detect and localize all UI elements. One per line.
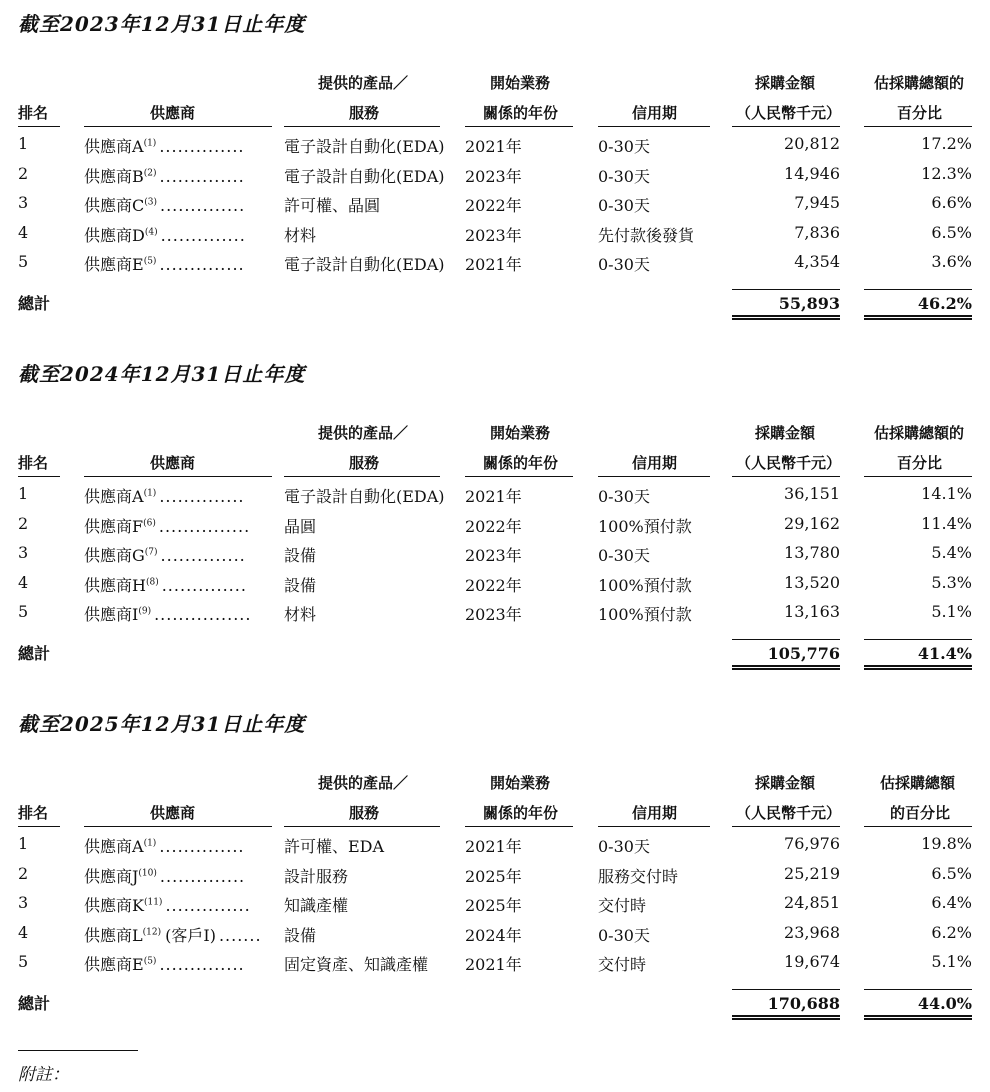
header-underline — [18, 126, 60, 127]
supplier-name: 供應商K — [84, 896, 144, 915]
header-product-line1: 提供的產品／ — [318, 774, 409, 792]
header-amount-line2: （人民幣千元） — [736, 454, 842, 472]
footnote-marker: (3) — [144, 197, 157, 208]
footnote-marker: (12) — [142, 927, 162, 938]
supplier-cell — [84, 134, 245, 157]
supplier-cell — [84, 164, 245, 187]
percent-cell: 6.6% — [931, 193, 972, 212]
purchase-table-section — [0, 708, 990, 1038]
year-cell: 2025年 — [465, 866, 522, 886]
amount-cell: 7,836 — [794, 222, 840, 242]
header-product-line2: 服務 — [349, 104, 380, 122]
credit-cell: 先付款後發貨 — [598, 225, 695, 245]
rank-cell: 3 — [18, 893, 29, 912]
percent-cell: 5.3% — [931, 572, 972, 592]
header-underline — [864, 476, 972, 477]
header-underline — [18, 826, 60, 827]
percent-cell: 14.1% — [921, 484, 972, 503]
supplier-name: 供應商B — [84, 166, 144, 186]
supplier-cell — [84, 514, 250, 537]
product-cell: 設備 — [284, 546, 317, 565]
year-cell: 2022年 — [465, 516, 522, 536]
supplier-cell — [84, 602, 251, 625]
leader-dots: .............. — [160, 196, 246, 215]
year-cell: 2021年 — [465, 955, 522, 974]
supplier-name: 供應商F — [84, 516, 144, 536]
product-cell: 晶圓 — [284, 516, 317, 536]
header-supplier: 供應商 — [150, 454, 196, 472]
year-cell: 2022年 — [465, 575, 522, 595]
footnote-label: 附註： — [18, 1065, 69, 1085]
purchase-table-section — [0, 358, 990, 688]
year-cell: 2024年 — [465, 925, 522, 945]
supplier-name: 供應商D — [84, 225, 145, 245]
header-credit: 信用期 — [632, 804, 678, 822]
header-underline — [864, 126, 972, 127]
header-amount-line2: （人民幣千元） — [736, 804, 842, 822]
double-rule — [864, 1015, 972, 1020]
year-cell: 2025年 — [465, 896, 522, 915]
footnote-marker: (10) — [138, 868, 157, 879]
amount-cell: 13,780 — [784, 543, 840, 562]
supplier-name: 供應商E — [84, 255, 144, 274]
percent-cell: 17.2% — [921, 134, 972, 153]
header-amount-line1: 採購金額 — [755, 424, 816, 442]
rank-cell: 4 — [18, 922, 29, 942]
total-amount: 55,893 — [778, 294, 840, 313]
rank-cell: 3 — [18, 543, 29, 562]
rank-cell: 3 — [18, 193, 29, 212]
total-amount: 105,776 — [767, 644, 840, 663]
total-percent: 44.0% — [917, 994, 972, 1013]
supplier-note: (客戶I) — [165, 925, 216, 945]
percent-cell: 12.3% — [921, 163, 972, 183]
rank-cell: 2 — [18, 513, 29, 533]
percent-cell: 6.5% — [931, 222, 972, 242]
supplier-name: 供應商J — [84, 866, 139, 886]
year-cell: 2021年 — [465, 255, 522, 274]
section-title: 截至2023年12月31日止年度 — [18, 12, 306, 36]
header-underline — [598, 476, 710, 477]
product-cell: 固定資產、知識產權 — [284, 955, 429, 974]
rank-cell: 2 — [18, 863, 29, 883]
section-title: 截至2024年12月31日止年度 — [18, 362, 306, 386]
product-cell: 電子設計自動化(EDA) — [284, 487, 445, 506]
header-amount-line2: （人民幣千元） — [736, 104, 842, 122]
supplier-name: 供應商L — [84, 925, 143, 945]
credit-cell: 0-30天 — [598, 166, 650, 186]
leader-dots: .............. — [161, 575, 247, 595]
amount-cell: 24,851 — [784, 893, 840, 912]
leader-dots: .............. — [165, 896, 251, 915]
double-rule — [732, 665, 840, 670]
credit-cell: 0-30天 — [598, 196, 650, 215]
header-underline — [864, 826, 972, 827]
total-percent: 41.4% — [917, 644, 972, 663]
header-rank: 排名 — [18, 454, 49, 472]
year-cell: 2022年 — [465, 196, 522, 215]
footnote-marker: (7) — [144, 547, 158, 558]
rank-cell: 5 — [18, 602, 29, 621]
supplier-cell — [84, 193, 245, 216]
total-amount: 170,688 — [767, 994, 840, 1013]
leader-dots: .............. — [159, 137, 245, 156]
footnote-marker: (11) — [143, 897, 163, 908]
header-underline — [84, 476, 272, 477]
footnote-rule — [18, 1050, 138, 1051]
total-label: 總計 — [18, 994, 51, 1013]
product-cell: 設備 — [284, 925, 317, 945]
header-credit: 信用期 — [632, 104, 678, 122]
supplier-cell — [84, 923, 262, 946]
header-amount-line1: 採購金額 — [755, 774, 816, 792]
header-product-line2: 服務 — [349, 804, 380, 822]
header-percent-line2: 百分比 — [897, 104, 943, 122]
footnote-marker: (5) — [143, 256, 157, 267]
amount-cell: 29,162 — [784, 513, 840, 533]
total-percent: 46.2% — [917, 294, 972, 313]
header-underline — [732, 126, 840, 127]
amount-cell: 4,354 — [794, 252, 840, 271]
product-cell: 許可權、晶圓 — [284, 196, 381, 215]
header-product-line1: 提供的產品／ — [318, 74, 409, 92]
product-cell: 設備 — [284, 575, 317, 595]
leader-dots: ................ — [154, 605, 252, 624]
total-rule — [864, 639, 972, 640]
product-cell: 設計服務 — [284, 866, 349, 886]
amount-cell: 23,968 — [784, 922, 840, 942]
header-underline — [598, 126, 710, 127]
supplier-name: 供應商A — [84, 137, 144, 156]
rank-cell: 5 — [18, 252, 29, 271]
supplier-name: 供應商I — [84, 605, 139, 624]
total-rule — [732, 989, 840, 990]
rank-cell: 1 — [18, 484, 29, 503]
leader-dots: ....... — [218, 925, 262, 945]
supplier-cell — [84, 573, 247, 596]
header-underline — [465, 476, 573, 477]
credit-cell: 0-30天 — [598, 546, 650, 565]
percent-cell: 6.2% — [931, 922, 972, 942]
year-cell: 2023年 — [465, 166, 522, 186]
double-rule — [732, 315, 840, 320]
total-label: 總計 — [18, 644, 51, 663]
percent-cell: 3.6% — [931, 252, 972, 271]
product-cell: 材料 — [284, 225, 317, 245]
year-cell: 2021年 — [465, 487, 522, 506]
header-underline — [284, 476, 440, 477]
credit-cell: 交付時 — [598, 955, 647, 974]
leader-dots: .............. — [160, 546, 246, 565]
footnote-marker: (1) — [143, 838, 157, 849]
footnote-marker: (5) — [143, 956, 157, 967]
header-relation-line2: 關係的年份 — [483, 454, 559, 472]
footnote-marker: (8) — [145, 577, 159, 588]
amount-cell: 76,976 — [784, 834, 840, 853]
product-cell: 許可權、EDA — [284, 837, 385, 856]
credit-cell: 0-30天 — [598, 925, 650, 945]
header-supplier: 供應商 — [150, 804, 196, 822]
header-credit: 信用期 — [632, 454, 678, 472]
percent-cell: 6.5% — [931, 863, 972, 883]
amount-cell: 25,219 — [784, 863, 840, 883]
section-title: 截至2025年12月31日止年度 — [18, 712, 306, 736]
leader-dots: .............. — [159, 166, 245, 186]
credit-cell: 100%預付款 — [598, 605, 692, 624]
amount-cell: 14,946 — [784, 163, 840, 183]
credit-cell: 0-30天 — [598, 255, 650, 274]
leader-dots: .............. — [159, 866, 246, 886]
header-percent-line2: 百分比 — [897, 454, 943, 472]
header-underline — [284, 826, 440, 827]
product-cell: 電子設計自動化(EDA) — [284, 255, 445, 274]
credit-cell: 0-30天 — [598, 837, 650, 856]
footnote-marker: (4) — [144, 227, 158, 238]
percent-cell: 5.4% — [931, 543, 972, 562]
rank-cell: 1 — [18, 134, 29, 153]
header-underline — [18, 476, 60, 477]
credit-cell: 服務交付時 — [598, 866, 679, 886]
header-underline — [84, 126, 272, 127]
header-underline — [465, 126, 573, 127]
percent-cell: 11.4% — [921, 513, 972, 533]
year-cell: 2023年 — [465, 546, 522, 565]
footnote-marker: (6) — [143, 518, 156, 529]
header-percent-line2: 的百分比 — [890, 804, 951, 822]
header-rank: 排名 — [18, 804, 49, 822]
supplier-cell — [84, 864, 245, 887]
leader-dots: .............. — [159, 837, 245, 856]
header-percent-line1: 估採購總額 — [880, 774, 956, 792]
header-supplier: 供應商 — [150, 104, 196, 122]
footnote-marker: (2) — [143, 168, 157, 179]
header-underline — [732, 826, 840, 827]
year-cell: 2023年 — [465, 225, 522, 245]
supplier-name: 供應商A — [84, 837, 144, 856]
header-underline — [732, 476, 840, 477]
credit-cell: 交付時 — [598, 896, 647, 915]
total-label: 總計 — [18, 294, 51, 313]
double-rule — [864, 315, 972, 320]
year-cell: 2021年 — [465, 837, 522, 856]
rank-cell: 4 — [18, 222, 29, 242]
leader-dots: .............. — [159, 487, 245, 506]
supplier-cell — [84, 252, 245, 275]
credit-cell: 0-30天 — [598, 487, 650, 506]
amount-cell: 20,812 — [784, 134, 840, 153]
amount-cell: 36,151 — [784, 484, 840, 503]
supplier-cell — [84, 952, 245, 975]
leader-dots: ............... — [158, 516, 251, 536]
header-relation-line1: 開始業務 — [490, 424, 551, 442]
footnote-marker: (1) — [143, 488, 157, 499]
supplier-name: 供應商E — [84, 955, 144, 974]
footnote-marker: (1) — [143, 138, 157, 149]
year-cell: 2021年 — [465, 137, 522, 156]
header-amount-line1: 採購金額 — [755, 74, 816, 92]
supplier-cell — [84, 484, 245, 507]
header-relation-line2: 關係的年份 — [483, 104, 559, 122]
total-rule — [864, 289, 972, 290]
supplier-name: 供應商G — [84, 546, 145, 565]
header-percent-line1: 估採購總額的 — [874, 74, 965, 92]
rank-cell: 4 — [18, 572, 29, 592]
supplier-name: 供應商C — [84, 196, 145, 215]
total-rule — [732, 639, 840, 640]
rank-cell: 5 — [18, 952, 29, 971]
amount-cell: 19,674 — [784, 952, 840, 971]
leader-dots: .............. — [160, 225, 246, 245]
header-relation-line1: 開始業務 — [490, 774, 551, 792]
header-percent-line1: 估採購總額的 — [874, 424, 965, 442]
product-cell: 電子設計自動化(EDA) — [284, 166, 445, 186]
leader-dots: .............. — [159, 255, 245, 274]
supplier-cell — [84, 223, 246, 246]
product-cell: 材料 — [284, 605, 317, 624]
supplier-name: 供應商H — [84, 575, 146, 595]
percent-cell: 5.1% — [931, 602, 972, 621]
supplier-cell — [84, 834, 245, 857]
amount-cell: 13,163 — [784, 602, 840, 621]
supplier-name: 供應商A — [84, 487, 144, 506]
rank-cell: 2 — [18, 163, 29, 183]
percent-cell: 6.4% — [931, 893, 972, 912]
year-cell: 2023年 — [465, 605, 522, 624]
header-relation-line1: 開始業務 — [490, 74, 551, 92]
total-rule — [864, 989, 972, 990]
header-relation-line2: 關係的年份 — [483, 804, 559, 822]
product-cell: 知識產權 — [284, 896, 349, 915]
leader-dots: .............. — [159, 955, 245, 974]
product-cell: 電子設計自動化(EDA) — [284, 137, 445, 156]
amount-cell: 7,945 — [794, 193, 840, 212]
credit-cell: 0-30天 — [598, 137, 650, 156]
header-rank: 排名 — [18, 104, 49, 122]
percent-cell: 19.8% — [921, 834, 972, 853]
footnote-marker: (9) — [138, 606, 152, 617]
purchase-table-section — [0, 8, 990, 338]
percent-cell: 5.1% — [931, 952, 972, 971]
double-rule — [732, 1015, 840, 1020]
rank-cell: 1 — [18, 834, 29, 853]
supplier-cell — [84, 893, 251, 916]
header-underline — [465, 826, 573, 827]
header-underline — [84, 826, 272, 827]
header-underline — [284, 126, 440, 127]
credit-cell: 100%預付款 — [598, 575, 692, 595]
header-product-line1: 提供的產品／ — [318, 424, 409, 442]
double-rule — [864, 665, 972, 670]
amount-cell: 13,520 — [784, 572, 840, 592]
supplier-cell — [84, 543, 246, 566]
total-rule — [732, 289, 840, 290]
header-underline — [598, 826, 710, 827]
header-product-line2: 服務 — [349, 454, 380, 472]
credit-cell: 100%預付款 — [598, 516, 692, 536]
